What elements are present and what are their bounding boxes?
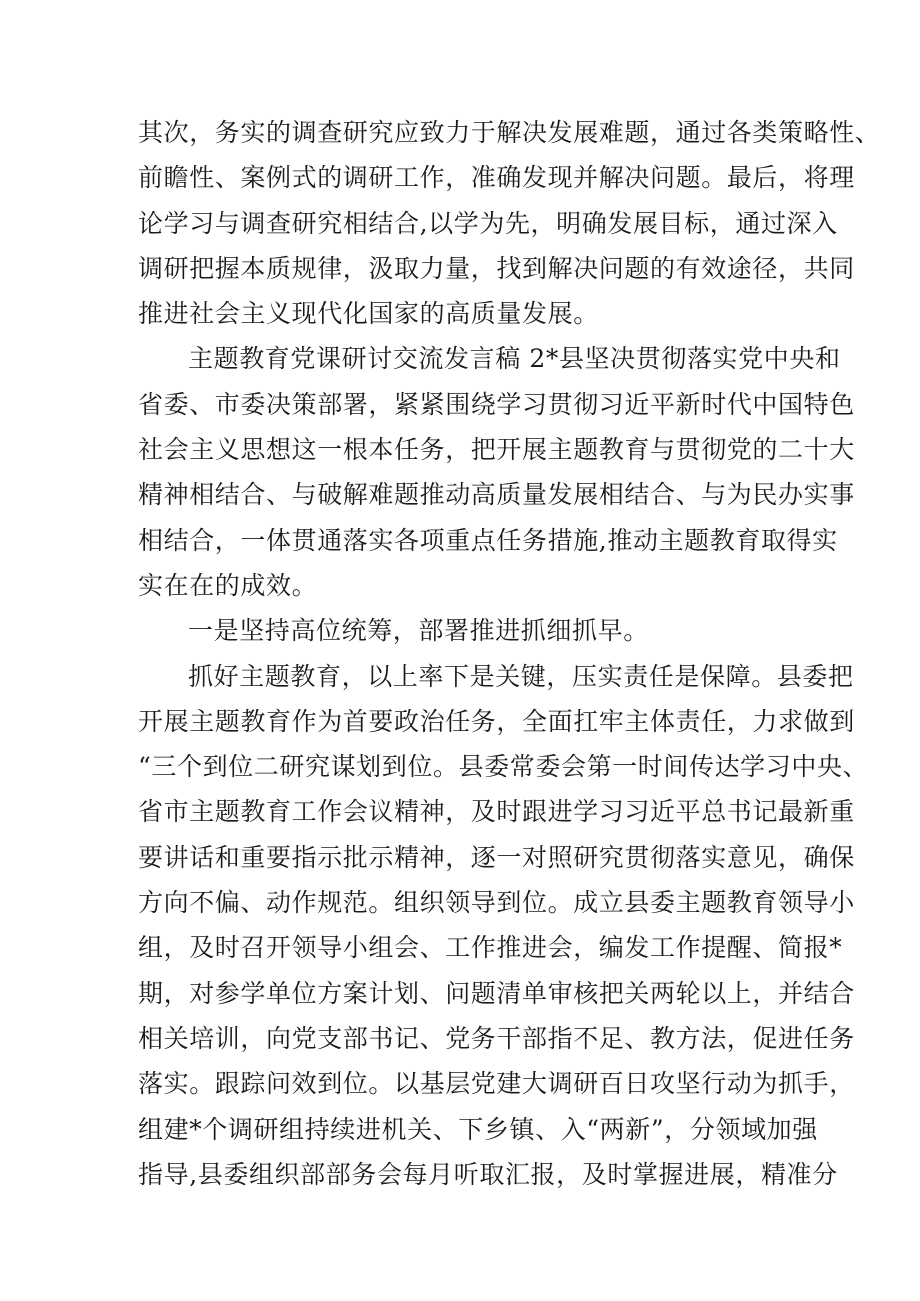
text-line: 相结合，一体贯通落实各项重点任务措施,推动主题教育取得实: [138, 525, 838, 555]
document-body: [138, 110, 881, 1197]
text-line: 组，及时召开领导小组会、工作推进会，编发工作提醒、简报*: [138, 933, 843, 963]
text-line: 实在在的成效。: [138, 570, 318, 600]
text-line: 方向不偏、动作规范。组织领导到位。成立县委主题教育领导小: [138, 888, 855, 918]
text-line: 前瞻性、案例式的调研工作，准确发现并解决问题。最后，将理: [138, 163, 855, 193]
text-line: 其次，务实的调查研究应致力于解决发展难题，通过各类策略性、: [138, 118, 881, 147]
text-line: 期，对参学单位方案计划、问题清单审核把关两轮以上，并结合: [138, 978, 855, 1008]
text-line: 省委、市委决策部署，紧紧围绕学习贯彻习近平新时代中国特色: [138, 389, 855, 419]
text-line: 推进社会主义现代化国家的高质量发展。: [138, 299, 599, 329]
paragraph: [138, 654, 869, 1198]
text-line: 落实。跟踪问效到位。以基层党建大调研百日攻坚行动为抓手，: [138, 1069, 855, 1099]
text-line: 论学习与调查研究相结合,以学为先，明确发展目标，通过深入: [138, 208, 838, 238]
text-line: 精神相结合、与破解难题推动高质量发展相结合、与为民办实事: [138, 480, 855, 510]
text-line: 指导,县委组织部部务会每月听取汇报，及时掌握进展，精准分: [138, 1159, 838, 1189]
text-line: 省市主题教育工作会议精神，及时跟进学习习近平总书记最新重: [138, 797, 855, 827]
text-line: 抓好主题教育，以上率下是关键，压实责任是保障。县委把: [188, 661, 854, 691]
text-line: “三个到位二研究谋划到位。县委常委会第一时间传达学习中央、: [138, 752, 869, 782]
paragraph: [138, 336, 855, 608]
text-line: 社会主义思想这一根本任务，把开展主题教育与贯彻党的二十大: [138, 435, 855, 465]
paragraph: [138, 608, 798, 653]
text-line: 相关培训，向党支部书记、党务干部指不足、教方法，促进任务: [138, 1023, 855, 1053]
paragraph: [138, 110, 881, 336]
text-line: 调研把握本质规律，汲取力量，找到解决问题的有效途径，共同: [138, 253, 855, 283]
text-line: 开展主题教育作为首要政治任务，全面扛牢主体责任，力求做到: [138, 706, 855, 736]
text-line: 主题教育党课研讨交流发言稿 2*县坚决贯彻落实党中央和: [188, 344, 841, 374]
text-line: 一是坚持高位统筹，部署推进抓细抓早。: [188, 616, 649, 646]
text-line: 要讲话和重要指示批示精神，逐一对照研究贯彻落实意见，确保: [138, 842, 855, 872]
text-line: 组建*个调研组持续进机关、下乡镇、入“两新”，分领域加强: [138, 1114, 818, 1144]
